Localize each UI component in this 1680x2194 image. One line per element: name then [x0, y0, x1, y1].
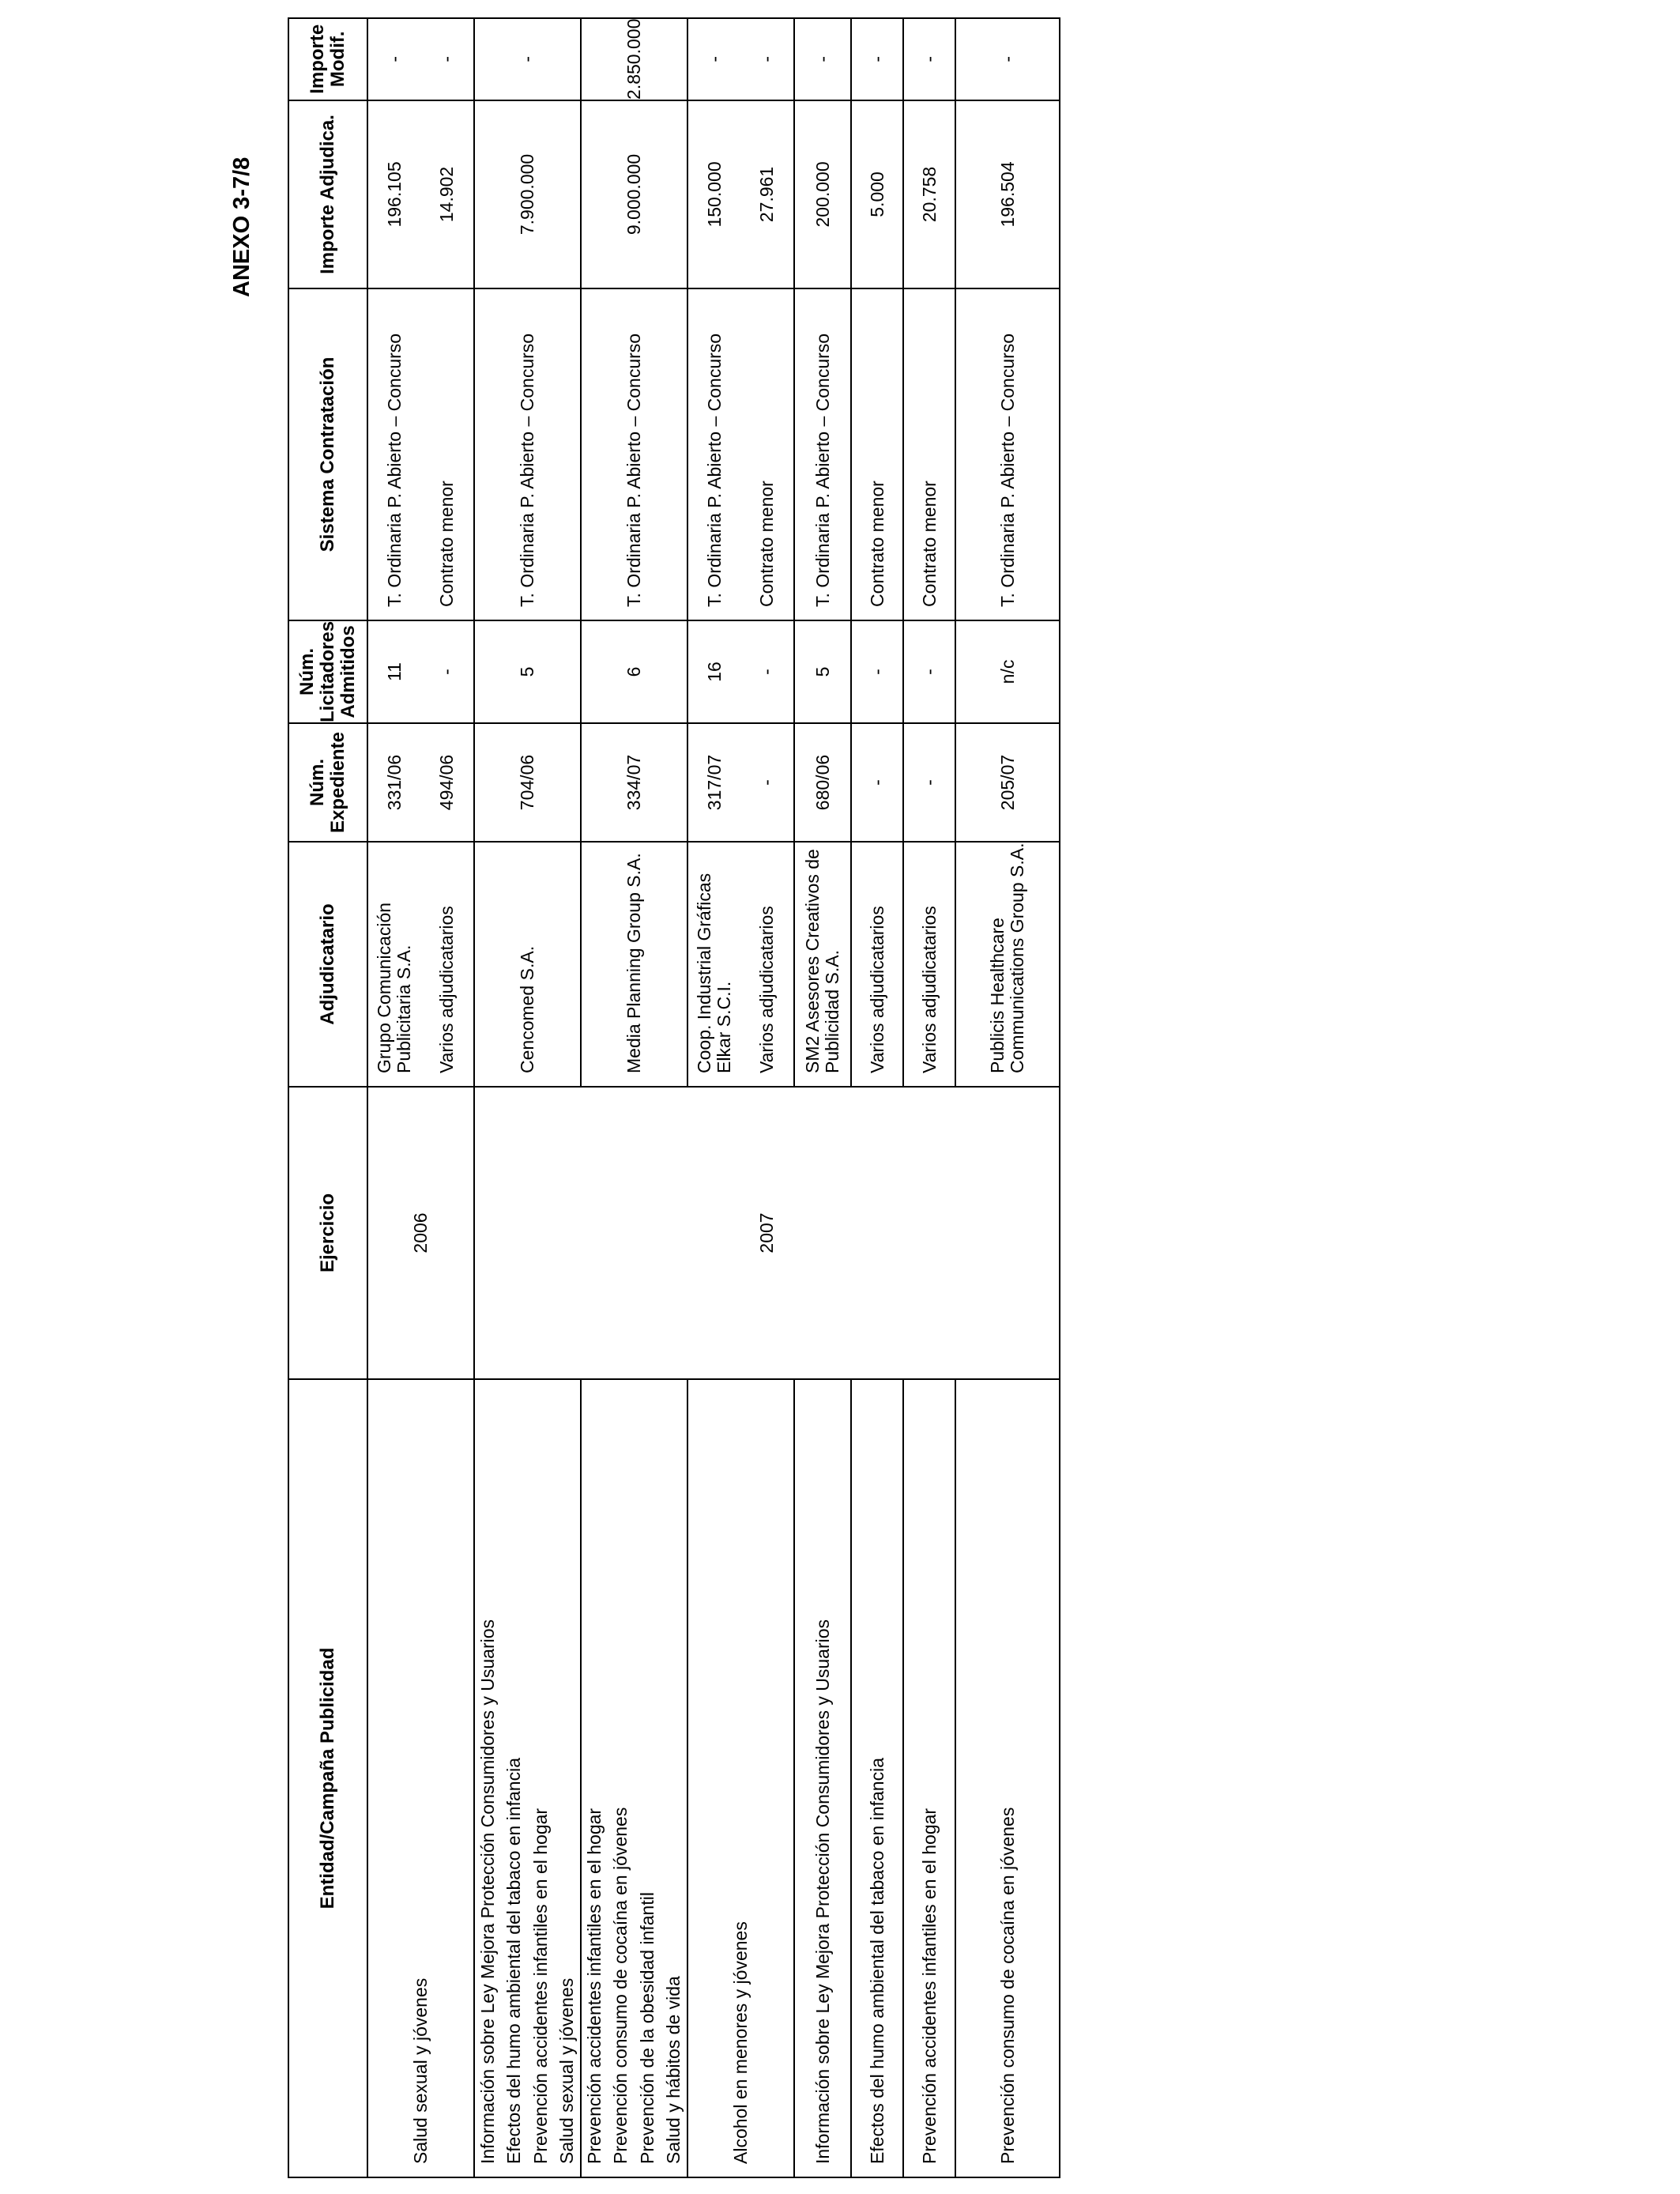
- importe-modif-value: -: [996, 55, 1018, 62]
- cell-line: [741, 724, 794, 841]
- sistema-cell: [955, 288, 1060, 620]
- adjudicatario-name: Grupo Comunicación Publicitaria S.A.: [374, 902, 415, 1073]
- sistema-value: T. Ordinaria P. Abierto – Concurso: [812, 333, 833, 607]
- cell-line: [688, 289, 741, 620]
- importe-adjudica-value: 27.961: [756, 166, 778, 223]
- cell-line: [475, 621, 580, 722]
- cell-line: [421, 101, 474, 288]
- licitadores-cell: [903, 620, 955, 723]
- licitadores-value: 5: [517, 666, 537, 677]
- year-value: 2006: [410, 1212, 431, 1253]
- cell-line: [852, 843, 902, 1086]
- adjudicatario-cell: [581, 842, 687, 1087]
- licitadores-cell: [474, 620, 581, 723]
- expediente-value: 205/07: [996, 754, 1018, 811]
- cell-line: [688, 621, 741, 722]
- adjudicatario-cell: [474, 842, 581, 1087]
- importe-adjudica-value: 196.504: [996, 161, 1018, 228]
- sistema-value: T. Ordinaria P. Abierto – Concurso: [996, 333, 1018, 607]
- adjudicatario-name: SM2 Asesores Creativos de Publicidad S.A.: [802, 849, 842, 1073]
- cell-line: [582, 724, 687, 841]
- year-value: 2007: [756, 1212, 777, 1253]
- expediente-cell: [474, 723, 581, 842]
- expediente-value: 331/06: [383, 754, 405, 811]
- cell-line: [368, 1380, 473, 2177]
- cell-line: [688, 724, 741, 841]
- campaign-name: Prevención accidentes infantiles en el hogar: [584, 1808, 605, 2164]
- cell-line: [582, 101, 687, 288]
- campaign-name: Información sobre Ley Mejora Protección Consumidores y Usuarios: [477, 1619, 499, 2164]
- cell-line: [904, 621, 955, 722]
- table-body: [367, 18, 1060, 2177]
- importe-modif-value: -: [812, 55, 833, 62]
- cell-line: [795, 289, 850, 620]
- cell-line: [688, 19, 741, 100]
- expediente-value: 680/06: [812, 754, 833, 811]
- sistema-cell: [851, 288, 903, 620]
- licitadores-cell: [794, 620, 851, 723]
- cell-line: [852, 289, 902, 620]
- cell-line: [368, 724, 421, 841]
- cell-line: [368, 621, 421, 722]
- importe-adjudica-value: 20.758: [918, 166, 940, 223]
- year-cell: [367, 1087, 474, 1379]
- cell-line: [956, 843, 1059, 1086]
- importe-adjudica-cell: [903, 100, 955, 288]
- adjudicatario-cell: [851, 842, 903, 1087]
- cell-line: [582, 19, 687, 100]
- sistema-value: Contrato menor: [866, 481, 887, 607]
- header-adjudicatario: Adjudicatario: [288, 842, 367, 1087]
- expediente-cell: [851, 723, 903, 842]
- adjudicatario-name: Varios adjudicatarios: [436, 906, 458, 1073]
- campaign-cell: [851, 1379, 903, 2177]
- importe-modif-value: -: [436, 55, 458, 62]
- importe-modif-cell: [474, 18, 581, 100]
- campaign-cell: [794, 1379, 851, 2177]
- header-entidad: Entidad/Campaña Publicidad: [288, 1379, 367, 2177]
- cell-line: [582, 621, 687, 722]
- campaign-name: Efectos del humo ambiental del tabaco en infancia: [503, 1758, 525, 2164]
- cell-line: [852, 19, 902, 100]
- licitadores-value: n/c: [996, 659, 1018, 684]
- licitadores-value: 16: [703, 662, 725, 682]
- table-header-row: [288, 18, 367, 2177]
- cell-line: [475, 101, 580, 288]
- cell-line: [421, 843, 474, 1086]
- licitadores-value: -: [918, 669, 940, 675]
- importe-modif-value: 2.850.000: [623, 18, 644, 100]
- expediente-cell: [367, 723, 474, 842]
- sistema-value: T. Ordinaria P. Abierto – Concurso: [383, 333, 405, 607]
- adjudicatario-cell: [955, 842, 1060, 1087]
- campaign-cell: [687, 1379, 794, 2177]
- importe-adjudica-value: 9.000.000: [623, 153, 644, 236]
- licitadores-cell: [955, 620, 1060, 723]
- importe-modif-value: -: [866, 55, 887, 62]
- cell-line: [795, 1380, 850, 2177]
- cell-line: [475, 19, 580, 100]
- cell-line: [795, 843, 850, 1086]
- importe-modif-cell: [581, 18, 687, 100]
- licitadores-value: -: [756, 669, 778, 675]
- expediente-value: 704/06: [517, 754, 537, 811]
- expediente-value: -: [756, 779, 778, 786]
- expediente-value: 317/07: [703, 754, 725, 811]
- cell-line: [795, 101, 850, 288]
- campaign-cell: [367, 1379, 474, 2177]
- importe-modif-value: -: [383, 55, 405, 62]
- cell-line: [368, 19, 421, 100]
- cell-line: [956, 289, 1059, 620]
- cell-line: [475, 1380, 501, 2177]
- cell-line: [741, 19, 794, 100]
- adjudicatario-name: Publicis Healthcare Communications Group S.A.: [987, 843, 1027, 1073]
- cell-line: [688, 1380, 793, 2177]
- sistema-value: T. Ordinaria P. Abierto – Concurso: [517, 333, 537, 607]
- cell-line: [904, 101, 955, 288]
- cell-line: [608, 1380, 634, 2177]
- adjudicatario-cell: [903, 842, 955, 1087]
- licitadores-cell: [581, 620, 687, 723]
- licitadores-value: -: [436, 669, 458, 675]
- importe-adjudica-value: 196.105: [383, 161, 405, 228]
- cell-line: [501, 1380, 527, 2177]
- sistema-value: Contrato menor: [756, 481, 778, 607]
- importe-adjudica-value: 14.902: [436, 166, 458, 223]
- cell-line: [956, 1380, 1059, 2177]
- cell-line: [795, 19, 850, 100]
- importe-adjudica-cell: [851, 100, 903, 288]
- importe-adjudica-cell: [474, 100, 581, 288]
- cell-line: [956, 101, 1059, 288]
- cell-line: [421, 19, 474, 100]
- importe-modif-cell: [794, 18, 851, 100]
- campaign-name: Información sobre Ley Mejora Protección Consumidores y Usuarios: [812, 1619, 833, 2164]
- campaign-name: Prevención accidentes infantiles en el hogar: [529, 1808, 551, 2164]
- campaign-name: Salud sexual y jóvenes: [410, 1977, 431, 2164]
- cell-line: [421, 724, 474, 841]
- cell-line: [904, 19, 955, 100]
- importe-modif-value: -: [918, 55, 940, 62]
- campaign-name: Alcohol en menores y jóvenes: [730, 1921, 751, 2164]
- adjudicatario-cell: [367, 842, 474, 1087]
- table-row: [474, 18, 581, 2177]
- importe-modif-value: -: [756, 55, 778, 62]
- importe-modif-cell: [851, 18, 903, 100]
- campaign-cell: [955, 1379, 1060, 2177]
- importe-adjudica-value: 150.000: [703, 161, 725, 228]
- sistema-cell: [474, 288, 581, 620]
- importe-modif-value: -: [703, 55, 725, 62]
- cell-line: [368, 289, 421, 620]
- adjudicatario-name: Varios adjudicatarios: [756, 906, 778, 1073]
- importe-modif-value: -: [517, 55, 537, 62]
- cell-line: [582, 843, 687, 1086]
- licitadores-cell: [367, 620, 474, 723]
- header-importe-modif: Importe Modif.: [288, 18, 367, 100]
- licitadores-value: -: [866, 669, 887, 675]
- importe-adjudica-cell: [794, 100, 851, 288]
- cell-line: [956, 621, 1059, 722]
- sistema-value: Contrato menor: [918, 481, 940, 607]
- annex-title: ANEXO 3-7/8: [229, 156, 254, 297]
- cell-line: [688, 101, 741, 288]
- cell-line: [582, 1380, 608, 2177]
- importe-modif-cell: [955, 18, 1060, 100]
- cell-line: [475, 843, 580, 1086]
- cell-line: [741, 843, 794, 1086]
- campaign-cell: [474, 1379, 581, 2177]
- campaign-name: Prevención de la obesidad infantil: [636, 1892, 657, 2164]
- table-row: [367, 18, 474, 2177]
- importe-adjudica-value: 5.000: [866, 172, 887, 217]
- header-importe-adjudica: Importe Adjudica.: [288, 100, 367, 288]
- importe-modif-cell: [903, 18, 955, 100]
- cell-line: [904, 1380, 955, 2177]
- sistema-value: T. Ordinaria P. Abierto – Concurso: [623, 333, 644, 607]
- campaign-name: Prevención consumo de cocaína en jóvenes: [996, 1807, 1018, 2164]
- cell-line: [852, 101, 902, 288]
- importe-adjudica-cell: [955, 100, 1060, 288]
- expediente-value: 334/07: [623, 754, 644, 811]
- importe-adjudica-value: 7.900.000: [517, 153, 537, 236]
- importe-modif-cell: [687, 18, 794, 100]
- expediente-cell: [955, 723, 1060, 842]
- licitadores-value: 5: [812, 666, 833, 677]
- sistema-value: Contrato menor: [436, 481, 458, 607]
- contracts-table: [288, 17, 1060, 2178]
- cell-line: [852, 621, 902, 722]
- adjudicatario-name: Varios adjudicatarios: [866, 906, 887, 1073]
- year-cell: [474, 1087, 1060, 1379]
- cell-line: [368, 101, 421, 288]
- adjudicatario-name: Media Planning Group S.A.: [623, 853, 644, 1073]
- sistema-cell: [903, 288, 955, 620]
- cell-line: [741, 621, 794, 722]
- cell-line: [904, 843, 955, 1086]
- cell-line: [688, 843, 741, 1086]
- adjudicatario-cell: [794, 842, 851, 1087]
- licitadores-cell: [687, 620, 794, 723]
- sistema-cell: [794, 288, 851, 620]
- campaign-name: Prevención consumo de cocaína en jóvenes: [610, 1807, 631, 2164]
- licitadores-value: 11: [383, 662, 405, 681]
- cell-line: [582, 289, 687, 620]
- cell-line: [795, 621, 850, 722]
- header-licitadores: Núm. Licitadores Admitidos: [288, 620, 367, 723]
- licitadores-value: 6: [623, 666, 644, 677]
- expediente-cell: [687, 723, 794, 842]
- cell-line: [956, 724, 1059, 841]
- campaign-name: Prevención accidentes infantiles en el hogar: [918, 1808, 940, 2164]
- sistema-cell: [581, 288, 687, 620]
- cell-line: [635, 1380, 661, 2177]
- licitadores-cell: [851, 620, 903, 723]
- importe-adjudica-cell: [687, 100, 794, 288]
- importe-modif-cell: [367, 18, 474, 100]
- cell-line: [795, 724, 850, 841]
- cell-line: [421, 289, 474, 620]
- campaign-cell: [903, 1379, 955, 2177]
- sistema-cell: [687, 288, 794, 620]
- campaign-cell: [581, 1379, 687, 2177]
- expediente-cell: [794, 723, 851, 842]
- cell-line: [741, 289, 794, 620]
- cell-line: [956, 19, 1059, 100]
- cell-line: [741, 101, 794, 288]
- header-sistema: Sistema Contratación: [288, 288, 367, 620]
- expediente-cell: [581, 723, 687, 842]
- campaign-name: Efectos del humo ambiental del tabaco en infancia: [866, 1758, 887, 2164]
- cell-line: [852, 724, 902, 841]
- expediente-value: -: [866, 779, 887, 786]
- campaign-name: Salud y hábitos de vida: [662, 1976, 684, 2164]
- sistema-value: T. Ordinaria P. Abierto – Concurso: [703, 333, 725, 607]
- importe-adjudica-cell: [581, 100, 687, 288]
- adjudicatario-name: Varios adjudicatarios: [918, 906, 940, 1073]
- adjudicatario-name: Cencomed S.A.: [517, 945, 537, 1073]
- expediente-value: 494/06: [436, 754, 458, 811]
- importe-adjudica-value: 200.000: [812, 161, 833, 228]
- cell-line: [852, 1380, 902, 2177]
- cell-line: [528, 1380, 554, 2177]
- adjudicatario-name: Coop. Industrial Gráficas Elkar S.C.I.: [694, 873, 735, 1073]
- importe-adjudica-cell: [367, 100, 474, 288]
- cell-line: [661, 1380, 687, 2177]
- adjudicatario-cell: [687, 842, 794, 1087]
- campaign-name: Salud sexual y jóvenes: [556, 1977, 577, 2164]
- expediente-cell: [903, 723, 955, 842]
- sistema-cell: [367, 288, 474, 620]
- cell-line: [904, 724, 955, 841]
- cell-line: [421, 621, 474, 722]
- expediente-value: -: [918, 779, 940, 786]
- header-ejercicio: Ejercicio: [288, 1087, 367, 1379]
- header-expediente: Núm. Expediente: [288, 723, 367, 842]
- cell-line: [554, 1380, 580, 2177]
- cell-line: [475, 724, 580, 841]
- cell-line: [368, 843, 421, 1086]
- cell-line: [904, 289, 955, 620]
- cell-line: [475, 289, 580, 620]
